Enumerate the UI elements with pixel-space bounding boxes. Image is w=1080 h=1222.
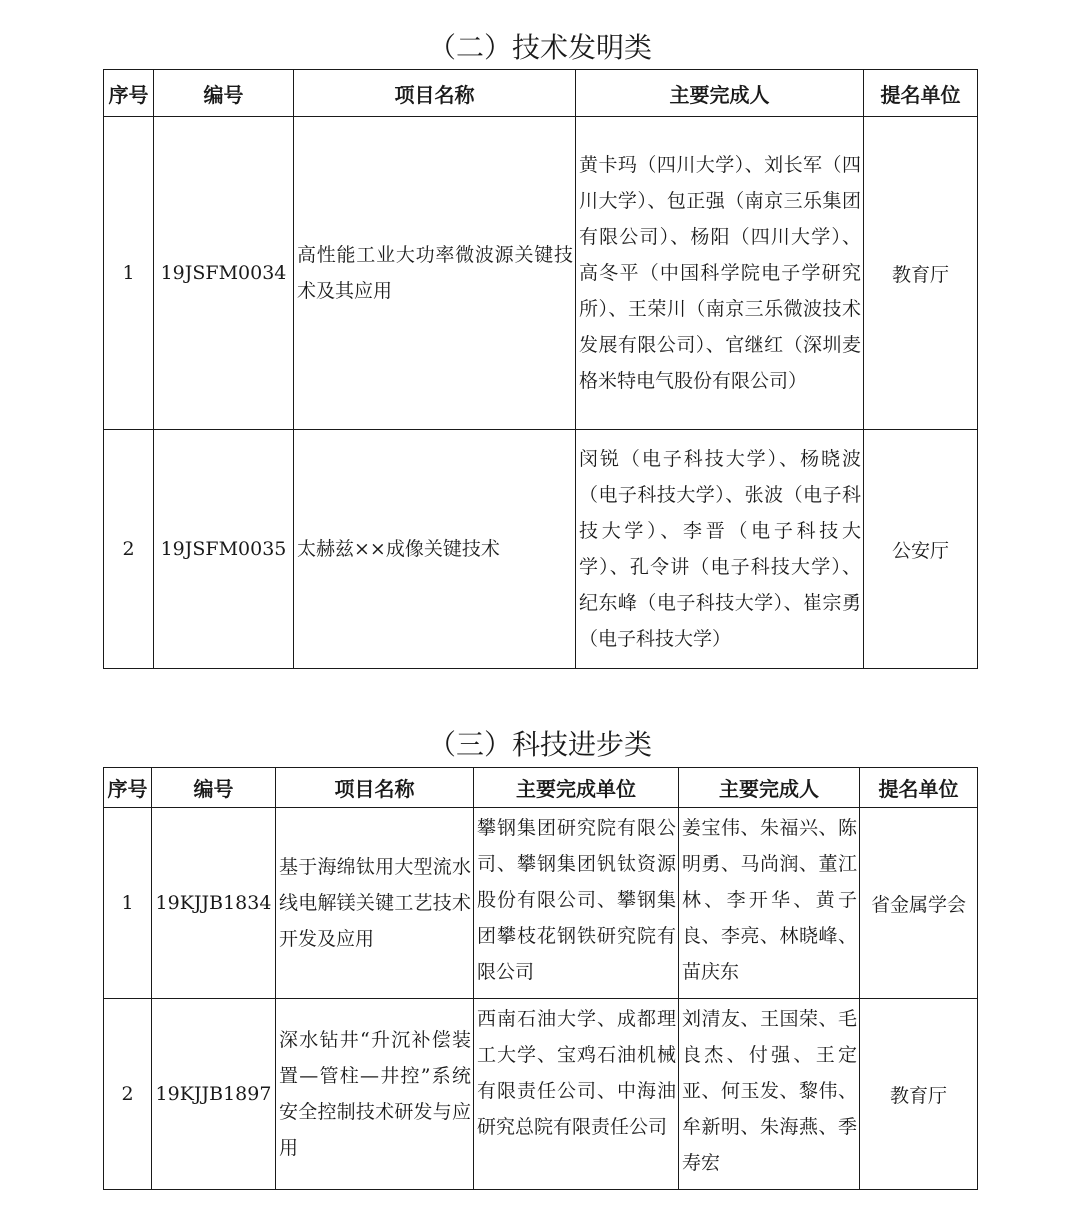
table-header-row — [104, 768, 978, 808]
header-code: 编号 — [154, 70, 294, 117]
table-row — [104, 117, 978, 430]
header-main-units: 主要完成单位 — [474, 768, 679, 808]
row-main-people: 黄卡玛（四川大学）、刘长军（四川大学）、包正强（南京三乐集团有限公司）、杨阳（四川大学）、高冬平（中国科学院电子学研究所）、王荣川（南京三乐微波技术发展有限公司）、官继红（深圳麦格米特电气股份有限公司） — [576, 117, 864, 430]
row-index: 1 — [104, 808, 152, 999]
header-index: 序号 — [104, 768, 152, 808]
tech-invention-table — [103, 69, 978, 669]
row-project-name: 基于海绵钛用大型流水线电解镁关键工艺技术开发及应用 — [276, 808, 474, 999]
row-main-people: 刘清友、王国荣、毛良杰、付强、王定亚、何玉发、黎伟、牟新明、朱海燕、季寿宏 — [679, 999, 860, 1190]
header-project-name: 项目名称 — [276, 768, 474, 808]
row-nominator: 省金属学会 — [860, 808, 978, 999]
section-title-tech-invention: （二）技术发明类 — [427, 31, 652, 64]
table-row — [104, 430, 978, 669]
row-main-people: 闵锐（电子科技大学）、杨晓波（电子科技大学）、张波（电子科技大学）、李晋（电子科技大学）、孔令讲（电子科技大学）、纪东峰（电子科技大学）、崔宗勇（电子科技大学） — [576, 430, 864, 669]
row-nominator: 公安厅 — [864, 430, 978, 669]
table-header-row — [104, 70, 978, 117]
row-project-name: 深水钻井“升沉补偿装置—管柱—井控”系统安全控制技术研发与应用 — [276, 999, 474, 1190]
row-code: 19JSFM0034 — [154, 117, 294, 430]
header-index: 序号 — [104, 70, 154, 117]
header-code: 编号 — [152, 768, 276, 808]
row-code: 19KJJB1834 — [152, 808, 276, 999]
header-nominator: 提名单位 — [864, 70, 978, 117]
row-nominator: 教育厅 — [860, 999, 978, 1190]
row-project-name: 高性能工业大功率微波源关键技术及其应用 — [294, 117, 576, 430]
tech-progress-table — [103, 767, 978, 1190]
row-nominator: 教育厅 — [864, 117, 978, 430]
header-main-people: 主要完成人 — [679, 768, 860, 808]
row-index: 1 — [104, 117, 154, 430]
row-index: 2 — [104, 430, 154, 669]
row-project-name: 太赫兹××成像关键技术 — [294, 430, 576, 669]
row-code: 19JSFM0035 — [154, 430, 294, 669]
row-main-people: 姜宝伟、朱福兴、陈明勇、马尚润、董江林、李开华、黄子良、李亮、林晓峰、苗庆东 — [679, 808, 860, 999]
row-main-units: 攀钢集团研究院有限公司、攀钢集团钒钛资源股份有限公司、攀钢集团攀枝花钢铁研究院有限公司 — [474, 808, 679, 999]
header-nominator: 提名单位 — [860, 768, 978, 808]
section-title-tech-progress: （三）科技进步类 — [427, 728, 652, 761]
table-row — [104, 808, 978, 999]
header-main-people: 主要完成人 — [576, 70, 864, 117]
table-row — [104, 999, 978, 1190]
row-index: 2 — [104, 999, 152, 1190]
row-main-units: 西南石油大学、成都理工大学、宝鸡石油机械有限责任公司、中海油研究总院有限责任公司 — [474, 999, 679, 1190]
row-code: 19KJJB1897 — [152, 999, 276, 1190]
header-project-name: 项目名称 — [294, 70, 576, 117]
